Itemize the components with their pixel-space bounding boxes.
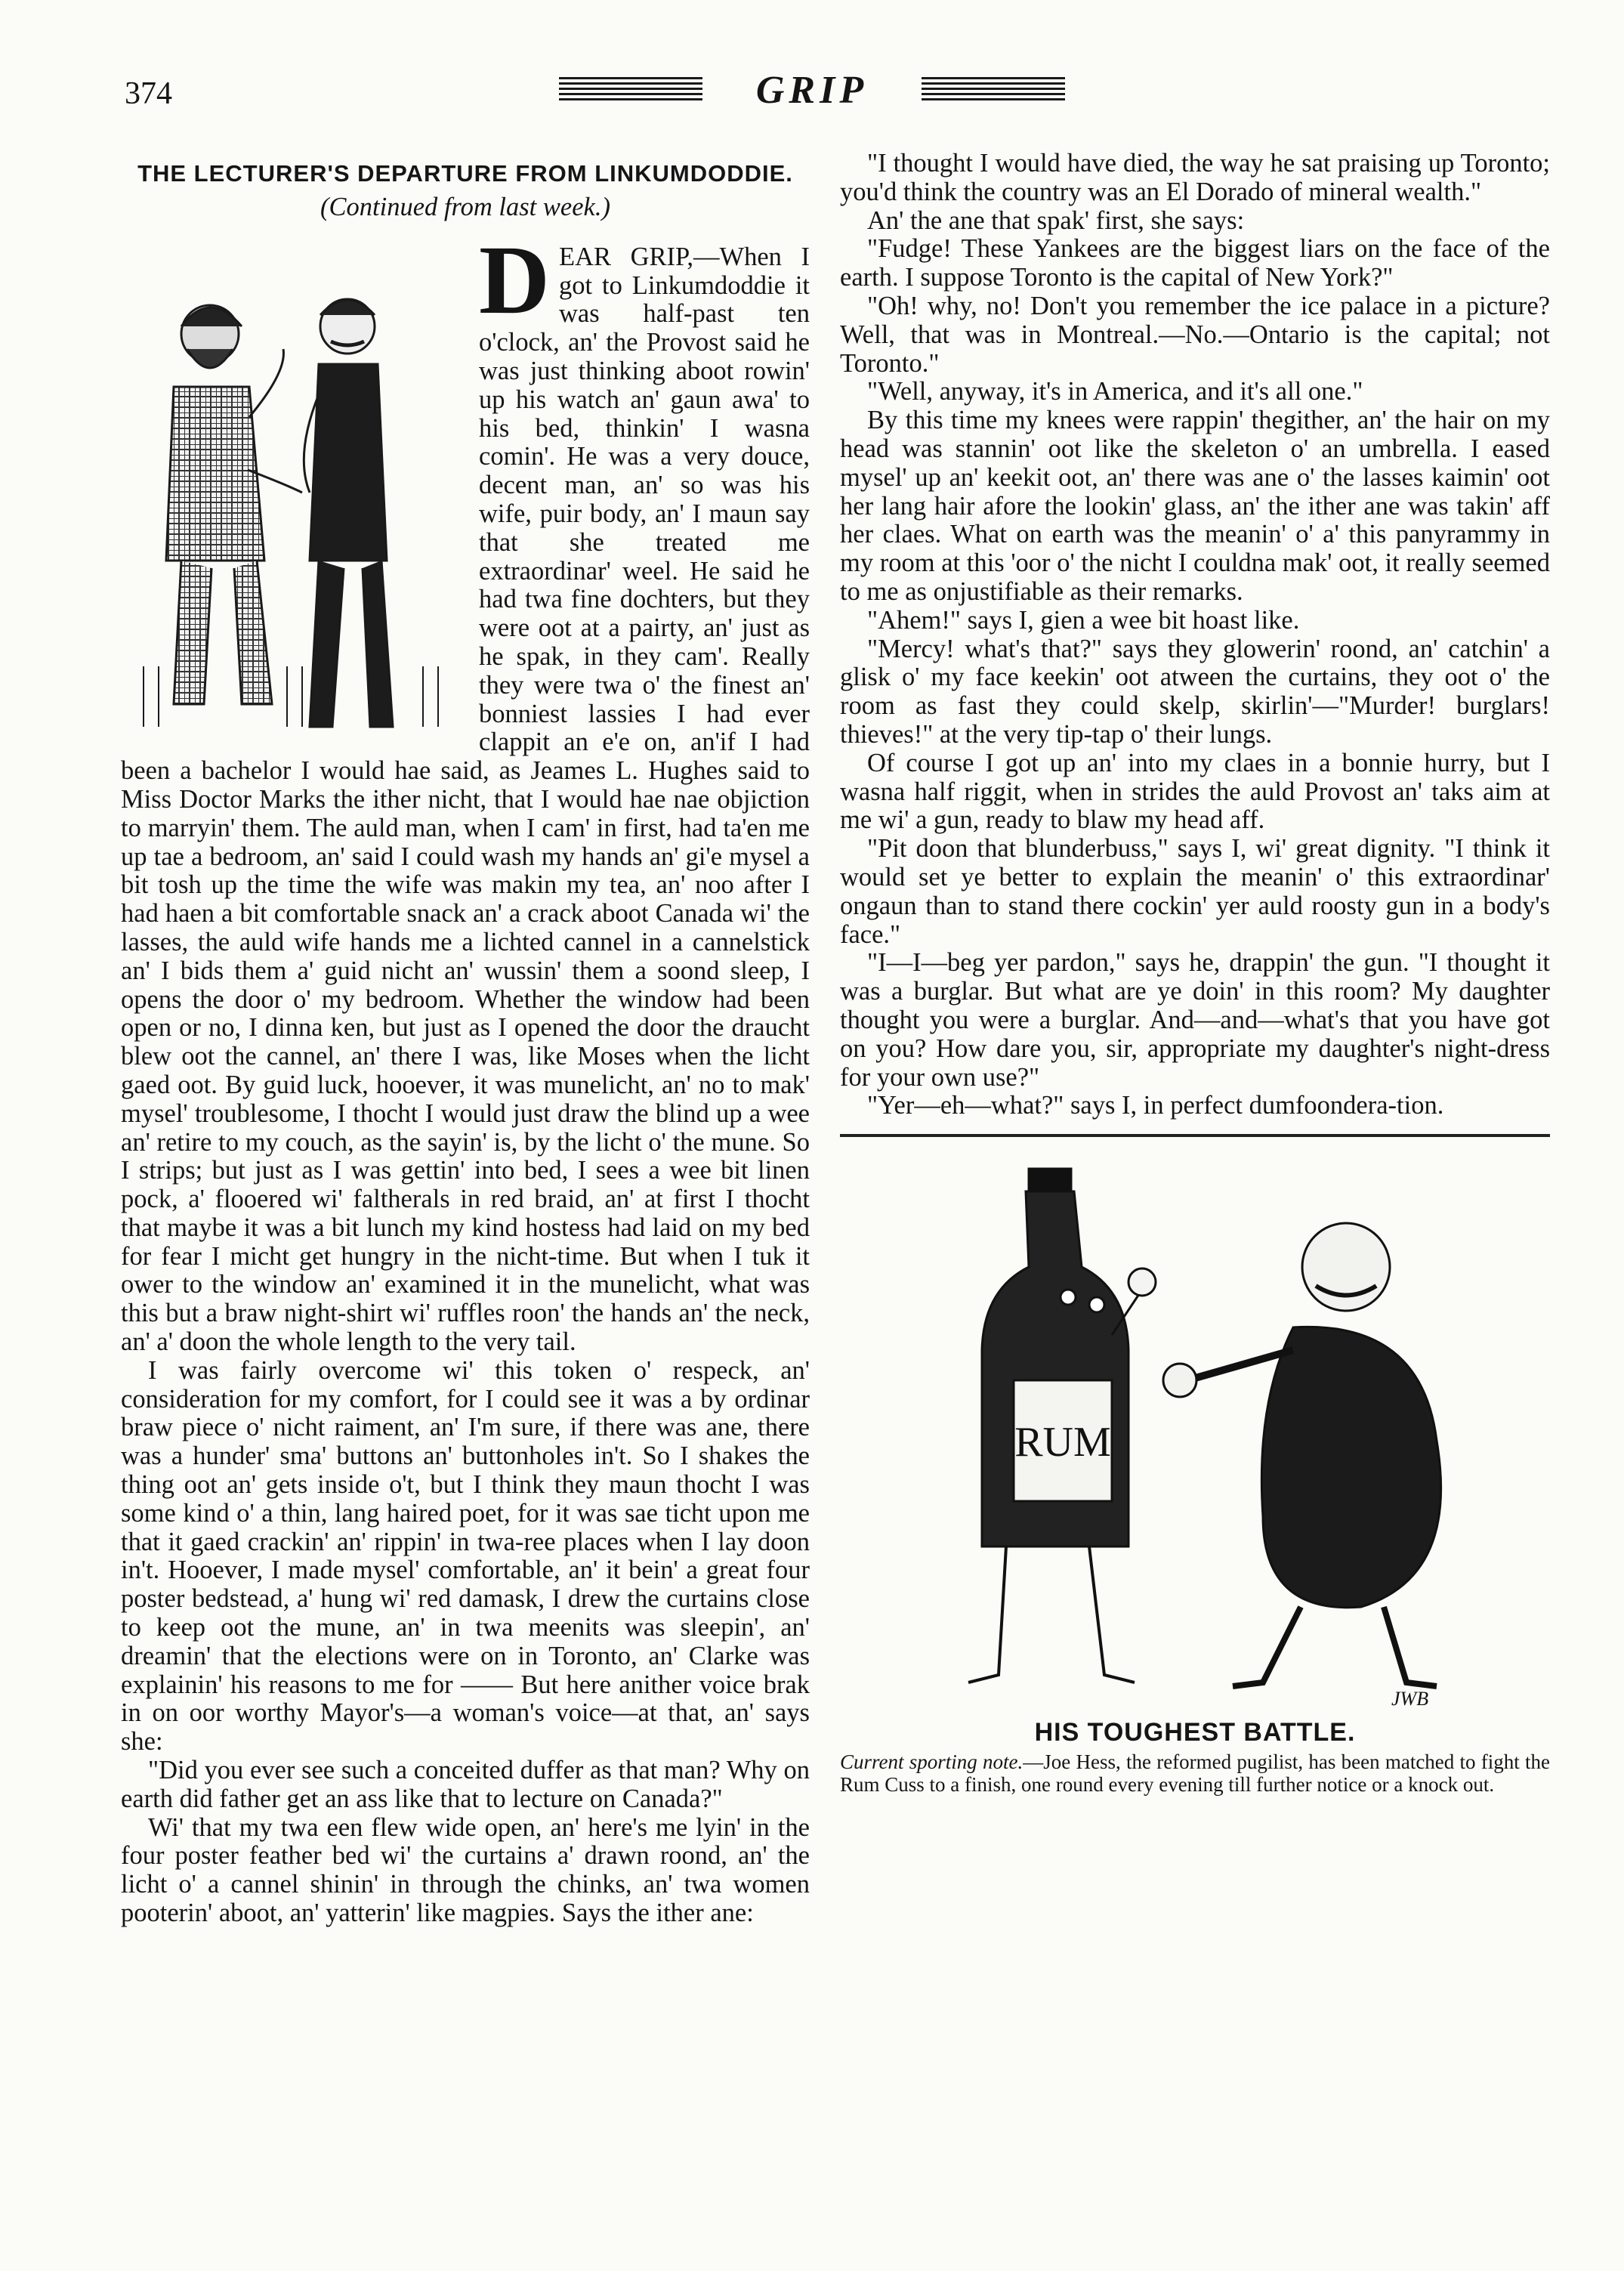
paragraph: By this time my knees were rappin' thegither, an' the hair on my head was stannin' oot like the skeleton o' an umbrella. I eased mysel' up an' keekit oot, an' there was ane o' the lasses kaimin' oot her lang hair afore the lookin' glass, an' the ither ane was takin' aff her claes. What on earth was the meanin' o' a' this panyrammy in my room at this 'oor o' the nicht I couldna mak' oot, it really seemed to me as onjustifiable as their remarks. [840, 406, 1550, 606]
paragraph: "Oh! why, no! Don't you remember the ice palace in a picture? Well, that was in Montreal.—No.—Ontario is the capital; not Toronto." [840, 291, 1550, 378]
caption-text: —Joe Hess, the reformed pugilist, has been matched to fight the Rum Cuss to a finish, one round every evening till further notice or a knock out. [840, 1750, 1550, 1796]
paragraph: Wi' that my twa een flew wide open, an' here's me lyin' in the four poster feather bed wi' the curtains a' drawn roond, an' the licht o' a cannel shinin' in through the chinks, an' twa women pooterin' aboot, an' yatterin' like magpies. Says the ither ane: [121, 1812, 810, 1928]
masthead-rule-right [922, 77, 1065, 103]
paragraph: "Ahem!" says I, gien a wee bit hoast like. [867, 605, 1300, 635]
drop-cap: D [479, 225, 550, 335]
paragraph: An' the ane that spak' first, she says: [867, 205, 1245, 235]
paragraph: "Well, anyway, it's in America, and it's all one." [867, 377, 1363, 406]
left-column [121, 159, 810, 1928]
continued-note: (Continued from last week.) [320, 193, 610, 221]
article-title: THE LECTURER'S DEPARTURE FROM LINKUMDODDIE. [137, 160, 793, 187]
paragraph: "Mercy! what's that?" says they glowerin' roond, an' catchin' a glisk o' my face keekin' oot atween the curtains, they oot o' the room as fast they could skelp, skirlin'—"Murder! burglars! thieves!" at the very tip-tap o' their lungs. [840, 634, 1550, 749]
cartoon-caption [840, 1750, 1550, 1796]
paragraph: "Did you ever see such a conceited duffer as that man? Why on earth did father get an ass like that to lecture on Canada?" [121, 1756, 810, 1813]
cartoon-title: HIS TOUGHEST BATTLE. [1034, 1718, 1356, 1747]
paragraph: "Pit doon that blunderbuss," says I, wi' great dignity. "I think it would set ye better to explain the meanin' o' this extraordinar' ongaun than to stand there cockin' yer auld roosty gun in a body's face." [840, 834, 1550, 949]
page-number: 374 [125, 76, 172, 111]
masthead [529, 68, 1095, 113]
paragraph: "Yer—eh—what?" says I, in perfect dumfoondera-tion. [867, 1091, 1444, 1120]
paragraph: I was fairly overcome wi' this token o' respeck, an' consideration for my comfort, for I could see it was a by ordinar braw piece o' nicht raiment, an' I'm sure, if there was ane, there was a hunder' sma' buttons an' buttonholes in't. So I shakes the thing oot an' gets inside o't, but I think they maun thocht I was some kind o' a thin, lang haired poet, for it was sae ticht upon me that it gaed crackin' an' rippin' in twa-ree places when I lay doon in't. Hooever, I made mysel' comfortable, an' it bein' a great four poster bedstead, a' hung wi' red damask, I drew the curtains close to keep oot the mune, an' in twa meenits was sleepin', an' dreamin' that the elections were on in Toronto, an' Clarke was explainin' his reasons to me for —— But here anither voice brak in on oor worthy Mayor's—a woman's voice—at that, an' says she: [121, 1355, 810, 1757]
paragraph: Of course I got up an' into my claes in a bonnie hurry, but I wasna half riggit, when in strides the auld Provost an' taks aim at me wi' a gun, ready to blaw my head aff. [840, 748, 1550, 835]
rum-bottle-boxing-cartoon [938, 1154, 1452, 1714]
two-men-illustration [121, 243, 474, 739]
masthead-title: GRIP [755, 69, 869, 112]
paragraph: "I—I—beg yer pardon," says he, drappin' the gun. "I thought it was a burglar. But what are ye doin' in this room? My daughter thought you were a burglar. And—and—what's that you have got on you? How dare you, sir, appropriate my daughter's night-dress for your own use?" [840, 948, 1550, 1092]
paragraph: "Fudge! These Yankees are the biggest liars on the face of the earth. I suppose Toronto is the capital of New York?" [840, 234, 1550, 292]
paragraph: EAR GRIP,—When I got to Linkumdoddie it was half-past ten o'clock, an' the Provost said he was just thinking aboot rowin' up his watch an' gaun awa' to his bed, thinkin' I wasna comin'. He was a very douce, decent man, an' so was his wife, puir body, an' I maun say that she treated me extraordinar' weel. He said he had twa fine dochters, but they were oot at a pairty, an' just as he spak, in they cam'. Really they were twa o' the finest an' bonniest lassies I had ever clappit an e'e on, an'if I had been a bachelor I would hae said, as Jeames L. Hughes said to Miss Doctor Marks the ither nicht, that I would hae nae objiction to marryin' them. The auld man, when I cam' in first, had ta'en me up tae a bedroom, an' said I could wash my hands an' gi'e mysel a bit tosh up the time the wife was makin my tea, an' noo after I had haen a bit comfortable snack an' a crack aboot Canada wi' the lasses, the auld wife hands me a lichted cannel in a cannelstick an' I bids them a' guid nicht an' wussin' them a soond sleep, I opens the door o' my bedroom. Whether the window had been open or no, I dinna ken, but just as I opened the door the draucht blew oot the cannel, an' there I was, like Moses when the licht gaed oot. By guid luck, hooever, it was munelicht, an' no to mak' mysel' troublesome, I thocht I would just draw the blind up a wee an' retire to my couch, as the sayin' is, by the licht o' the mune. So I strips; but just as I was gettin' into bed, I sees a wee bit linen pock, a' flooered wi' faltherals in red braid, an' at first I thocht that maybe it was a bit lunch my kind hostess had laid on my bed for fear I micht get hungry in the nicht-time. But when I tuk it ower to the window an' examined it in the munelicht, what was this but a braw night-shirt wi' ruffles roon' the hands an' the neck, an' a' doon the whole length to the very tail. [121, 242, 810, 1357]
artist-signature: JWB [1391, 1688, 1429, 1710]
paragraph: "I thought I would have died, the way he sat praising up Toronto; you'd think the country was an El Dorado of mineral wealth." [840, 149, 1550, 206]
caption-lead: Current sporting note. [840, 1750, 1023, 1773]
bottle-label: RUM [1014, 1419, 1111, 1466]
right-column [840, 150, 1550, 1796]
section-divider [840, 1134, 1550, 1137]
